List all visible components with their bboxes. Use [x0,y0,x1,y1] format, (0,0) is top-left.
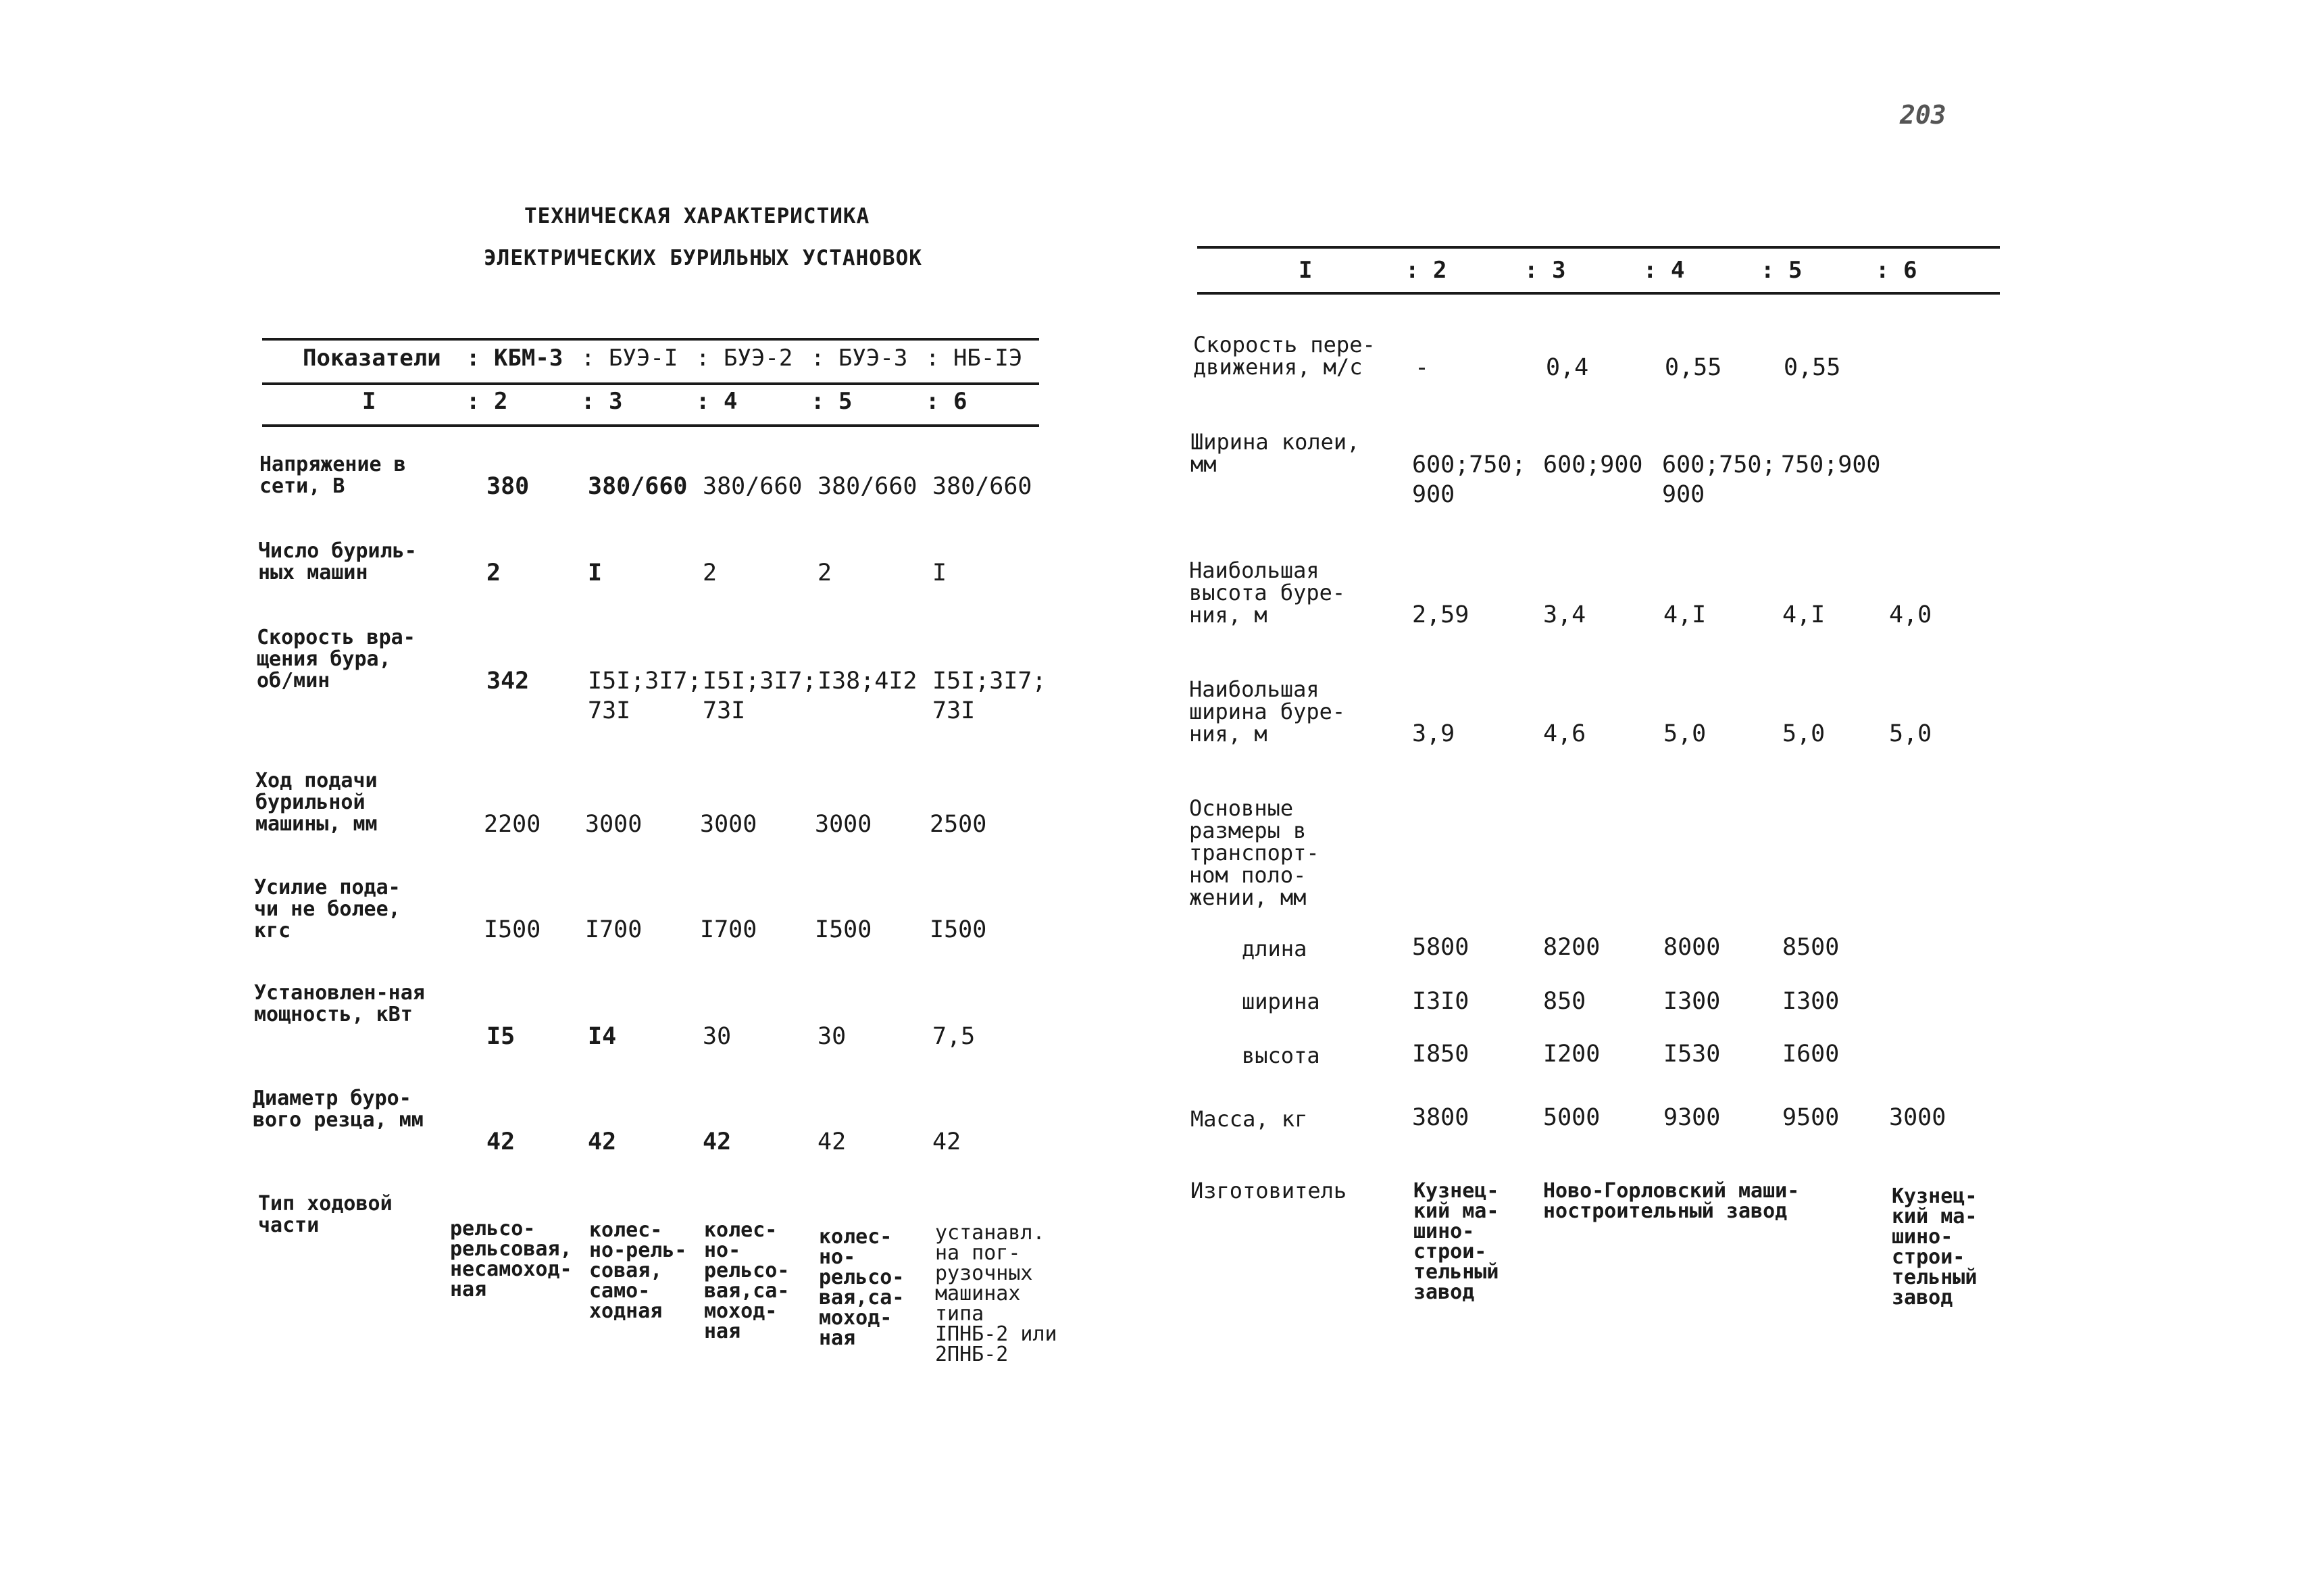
left-row-machines-label: Число буриль-ных машин [258,539,417,584]
left-row-feed-val-4: 3000 [815,811,872,838]
right-colnum-1: I [1299,257,1313,284]
right-row-length-label: длина [1242,936,1307,962]
left-row-diameter-val-1: 42 [486,1128,515,1155]
right-row-maker-col2: Кузнец-кий ма-шино-строи-тельный завод [1413,1179,1499,1304]
page-title-line1: ТЕХНИЧЕСКАЯ ХАРАКТЕРИСТИКА [524,204,870,228]
right-row-width-val-4: I300 [1782,988,1840,1015]
left-row-feed-val-1: 2200 [484,811,541,838]
left-colnum-3: : 3 [581,388,623,415]
left-row-feed-val-5: 2500 [930,811,987,838]
right-row-height-label: высота [1242,1043,1320,1068]
left-row-feed-val-2: 3000 [585,811,643,838]
left-row-power-label: Установлен-ная мощность, кВт [254,981,425,1026]
left-row-feed-val-3: 3000 [700,811,757,838]
right-row-maker-mid: Ново-Горловский маши-ностроительный завод [1543,1179,1800,1223]
right-row-length-val-4: 8500 [1782,934,1840,961]
right-row-maker-label: Изготовитель [1190,1178,1347,1203]
right-row-maxheight-val-1: 2,59 [1412,601,1469,628]
left-row-power-val-5: 7,5 [932,1023,976,1050]
right-row-dimensions-label: Основные размеры в транспорт-ном поло-жении, мм [1189,795,1319,910]
right-row-travel-val-3: 0,55 [1665,354,1722,381]
right-row-mass-val-5: 3000 [1889,1104,1946,1131]
left-row-chassis-val-3: колес-но-рельсо-вая,са-моход-ная [704,1218,790,1343]
left-row-machines-val-4: 2 [818,559,832,587]
left-table-bottom-rule [262,424,1039,427]
left-colnum-4: : 4 [696,388,738,415]
left-row-power-val-2: I4 [588,1023,617,1050]
left-table-top-rule [262,338,1039,341]
right-row-mass-label: Масса, кг [1190,1106,1308,1132]
right-row-travel-label: Скорость пере-движения, м/с [1193,332,1376,380]
left-row-force-val-2: I700 [585,916,643,943]
right-row-length-val-2: 8200 [1543,934,1601,961]
right-row-travel-val-4: 0,55 [1784,354,1841,381]
right-row-length-val-1: 5800 [1412,934,1469,961]
left-header-bue2: : БУЭ-2 [696,345,793,372]
left-row-machines-val-2: I [588,559,603,587]
left-row-power-val-4: 30 [818,1023,847,1050]
left-header-bue1: : БУЭ-I [581,345,678,372]
left-colnum-5: : 5 [811,388,853,415]
right-row-width-val-3: I300 [1663,988,1721,1015]
left-row-diameter-label: Диаметр буро-вого резца, мм [253,1087,424,1132]
right-row-maxwidth-label: Наибольшая ширина буре-ния, м [1189,676,1346,747]
left-row-voltage-val-2: 380/660 [588,473,688,500]
left-row-speed-val-4: I38;4I2 [818,668,917,695]
right-row-maxheight-val-4: 4,I [1782,601,1826,628]
right-row-height-val-2: I200 [1543,1041,1601,1068]
right-row-height-val-4: I600 [1782,1041,1840,1068]
right-row-maxheight-val-2: 3,4 [1543,601,1586,628]
left-row-power-val-3: 30 [703,1023,732,1050]
right-row-mass-val-1: 3800 [1412,1104,1469,1131]
left-row-voltage-val-1: 380 [486,473,530,500]
right-colnum-4: : 4 [1643,257,1685,284]
page-title-line2: ЭЛЕКТРИЧЕСКИХ БУРИЛЬНЫХ УСТАНОВОК [484,246,922,270]
left-colnum-1: I [362,388,376,415]
right-colnum-6: : 6 [1876,257,1917,284]
left-row-force-val-5: I500 [930,916,987,943]
right-row-maxwidth-val-3: 5,0 [1663,720,1707,747]
left-row-feed-label: Ход подачи бурильной машины, мм [255,769,378,836]
left-row-voltage-val-3: 380/660 [703,473,803,500]
right-row-maker-col6: Кузнец-кий ма-шино-строи-тельный завод [1892,1184,1978,1310]
right-row-maxheight-val-3: 4,I [1663,601,1707,628]
left-row-chassis-label: Тип ходовой части [258,1192,393,1237]
left-header-nb1e: : НБ-IЭ [926,345,1023,372]
left-colnum-2: : 2 [466,388,508,415]
right-row-width-val-1: I3I0 [1412,988,1469,1015]
right-colnum-3: : 3 [1524,257,1566,284]
left-row-diameter-val-3: 42 [703,1128,732,1155]
left-row-chassis-val-5: устанавл. на пог-рузочных машинах типа IПНБ-2 или 2ПНБ-2 [935,1221,1057,1366]
right-row-gauge-val-3: 600;750; 900 [1662,451,1776,508]
right-row-maxheight-val-5: 4,0 [1889,601,1932,628]
left-row-force-label: Усилие пода-чи не более, кгс [254,876,401,943]
left-row-voltage-val-5: 380/660 [932,473,1032,500]
left-row-speed-label: Скорость вра-щения бура, об/мин [257,626,416,693]
right-row-width-label: ширина [1242,989,1320,1014]
right-row-maxheight-label: Наибольшая высота буре-ния, м [1189,557,1346,628]
left-row-force-val-4: I500 [815,916,872,943]
right-colnum-5: : 5 [1761,257,1803,284]
right-row-gauge-val-2: 600;900 [1543,451,1643,478]
left-header-bue3: : БУЭ-3 [811,345,908,372]
right-row-gauge-val-1: 600;750; 900 [1412,451,1526,508]
left-row-machines-val-1: 2 [486,559,501,587]
left-row-chassis-val-4: колес-но-рельсо-вая,са-моход-ная [819,1225,905,1350]
right-row-gauge-label: Ширина колеи, мм [1190,429,1360,477]
left-row-force-val-1: I500 [484,916,541,943]
left-row-chassis-val-1: рельсо-рельсовая, несамоход-ная [450,1217,572,1301]
left-header-indicators: Показатели [303,345,441,372]
right-row-gauge-val-4: 750;900 [1781,451,1881,478]
right-row-mass-val-2: 5000 [1543,1104,1601,1131]
left-row-speed-val-1: 342 [486,668,530,695]
left-row-chassis-val-2: колес-но-рель-совая, само-ходная [589,1218,687,1323]
left-row-diameter-val-4: 42 [818,1128,847,1155]
right-row-height-val-1: I850 [1412,1041,1469,1068]
right-row-mass-val-4: 9500 [1782,1104,1840,1131]
left-header-kbm3: : КБМ-3 [466,345,563,372]
left-row-diameter-val-2: 42 [588,1128,617,1155]
left-row-force-val-3: I700 [700,916,757,943]
left-table-mid-rule [262,382,1039,385]
right-table-bottom-rule [1197,292,2000,295]
left-row-machines-val-3: 2 [703,559,718,587]
left-row-diameter-val-5: 42 [932,1128,961,1155]
right-row-maxwidth-val-4: 5,0 [1782,720,1826,747]
right-row-maxwidth-val-5: 5,0 [1889,720,1932,747]
right-row-height-val-3: I530 [1663,1041,1721,1068]
right-row-maxwidth-val-1: 3,9 [1412,720,1455,747]
right-row-length-val-3: 8000 [1663,934,1721,961]
right-row-travel-val-2: 0,4 [1546,354,1589,381]
right-row-maxwidth-val-2: 4,6 [1543,720,1586,747]
right-colnum-2: : 2 [1405,257,1447,284]
left-colnum-6: : 6 [926,388,967,415]
left-row-power-val-1: I5 [486,1023,515,1050]
left-row-voltage-label: Напряжение в сети, В [259,453,406,498]
right-row-travel-val-1: - [1415,354,1430,381]
left-row-machines-val-5: I [932,559,947,587]
page-number: 203 [1900,100,1946,130]
right-row-mass-val-3: 9300 [1663,1104,1721,1131]
right-row-width-val-2: 850 [1543,988,1586,1015]
left-row-voltage-val-4: 380/660 [818,473,917,500]
left-row-speed-val-2: I5I;3I7; 73I [588,668,702,724]
right-table-top-rule [1197,246,2000,249]
left-row-speed-val-5: I5I;3I7; 73I [932,668,1047,724]
left-row-speed-val-3: I5I;3I7; 73I [703,668,817,724]
